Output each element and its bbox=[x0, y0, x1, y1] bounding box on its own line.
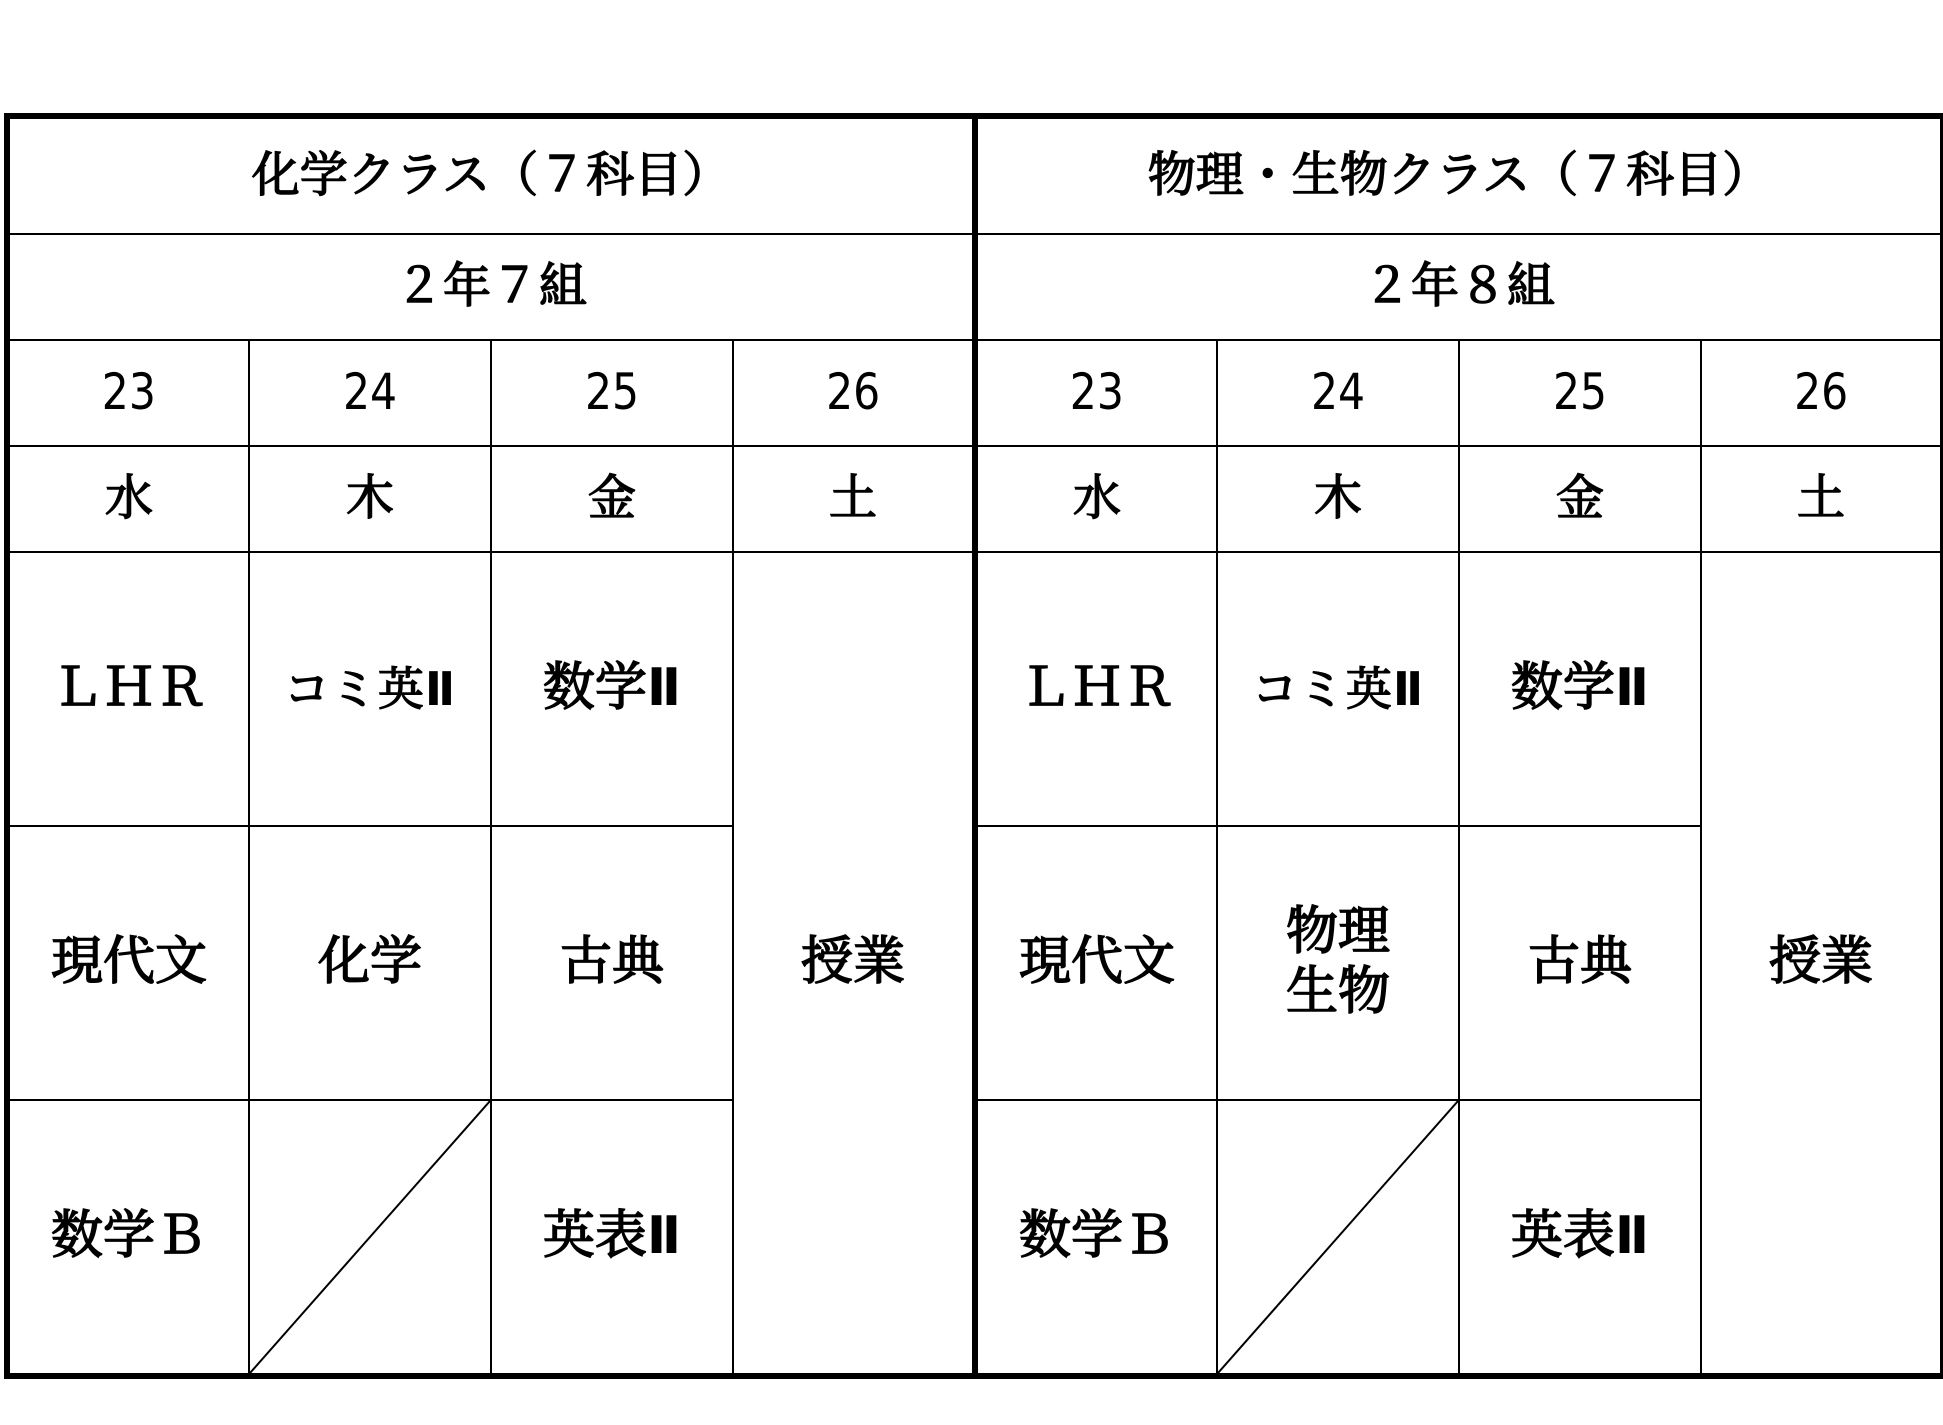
period-3-row bbox=[7, 1100, 1943, 1376]
weekday-row bbox=[7, 446, 1943, 552]
course-title-physics-biology: 物理・生物クラス（７科目） bbox=[975, 116, 1943, 234]
subject-cell: コミ英Ⅱ bbox=[1217, 552, 1459, 826]
weekday-cell: 木 bbox=[249, 446, 491, 552]
weekday-cell: 水 bbox=[975, 446, 1217, 552]
subject-cell: 英表Ⅱ bbox=[1459, 1100, 1701, 1376]
date-cell: 25 bbox=[509, 340, 715, 446]
subject-cell: ＬＨＲ bbox=[7, 552, 249, 826]
class-name-row bbox=[7, 234, 1943, 340]
weekday-cell: 木 bbox=[1217, 446, 1459, 552]
diagonal-slash-icon bbox=[1218, 1101, 1458, 1373]
subject-cell: 現代文 bbox=[975, 826, 1217, 1100]
saturday-class-cell: 授業 bbox=[1701, 552, 1943, 1376]
subject-cell: 現代文 bbox=[7, 826, 249, 1100]
date-cell: 23 bbox=[25, 340, 231, 446]
weekday-cell: 土 bbox=[1701, 446, 1943, 552]
period-1-row bbox=[7, 552, 1943, 826]
date-cell: 24 bbox=[1235, 340, 1441, 446]
weekday-cell: 水 bbox=[7, 446, 249, 552]
weekday-cell: 金 bbox=[491, 446, 733, 552]
date-cell: 25 bbox=[1477, 340, 1683, 446]
subject-cell: 数学Ⅱ bbox=[491, 552, 733, 826]
period-2-row bbox=[7, 826, 1943, 1100]
weekday-cell: 金 bbox=[1459, 446, 1701, 552]
class-name-7: ２年７組 bbox=[7, 234, 975, 340]
subject-cell: 英表Ⅱ bbox=[491, 1100, 733, 1376]
subject-cell: ＬＨＲ bbox=[975, 552, 1217, 826]
subject-cell: 数学Ⅱ bbox=[1459, 552, 1701, 826]
saturday-class-cell: 授業 bbox=[733, 552, 975, 1376]
course-title-row bbox=[7, 116, 1943, 234]
subject-cell: コミ英Ⅱ bbox=[249, 552, 491, 826]
elective-biology: 生物 bbox=[1285, 962, 1390, 1022]
date-row bbox=[7, 340, 1943, 446]
exam-schedule-table bbox=[4, 113, 1943, 1379]
subject-cell: 化学 bbox=[249, 826, 491, 1100]
subject-cell: 数学Ｂ bbox=[975, 1100, 1217, 1376]
course-title-chemistry: 化学クラス（７科目） bbox=[7, 116, 975, 234]
no-class-cell bbox=[249, 1100, 491, 1376]
class-name-8: ２年８組 bbox=[975, 234, 1943, 340]
no-class-cell bbox=[1217, 1100, 1459, 1376]
date-cell: 26 bbox=[1719, 340, 1925, 446]
elective-physics: 物理 bbox=[1285, 902, 1390, 963]
subject-cell: 古典 bbox=[1459, 826, 1701, 1100]
date-cell: 26 bbox=[751, 340, 957, 446]
diagonal-slash-icon bbox=[250, 1101, 490, 1373]
weekday-cell: 土 bbox=[733, 446, 975, 552]
date-cell: 24 bbox=[267, 340, 473, 446]
subject-cell: 数学Ｂ bbox=[7, 1100, 249, 1376]
subject-cell-elective bbox=[1217, 826, 1459, 1100]
date-cell: 23 bbox=[993, 340, 1199, 446]
subject-cell: 古典 bbox=[491, 826, 733, 1100]
